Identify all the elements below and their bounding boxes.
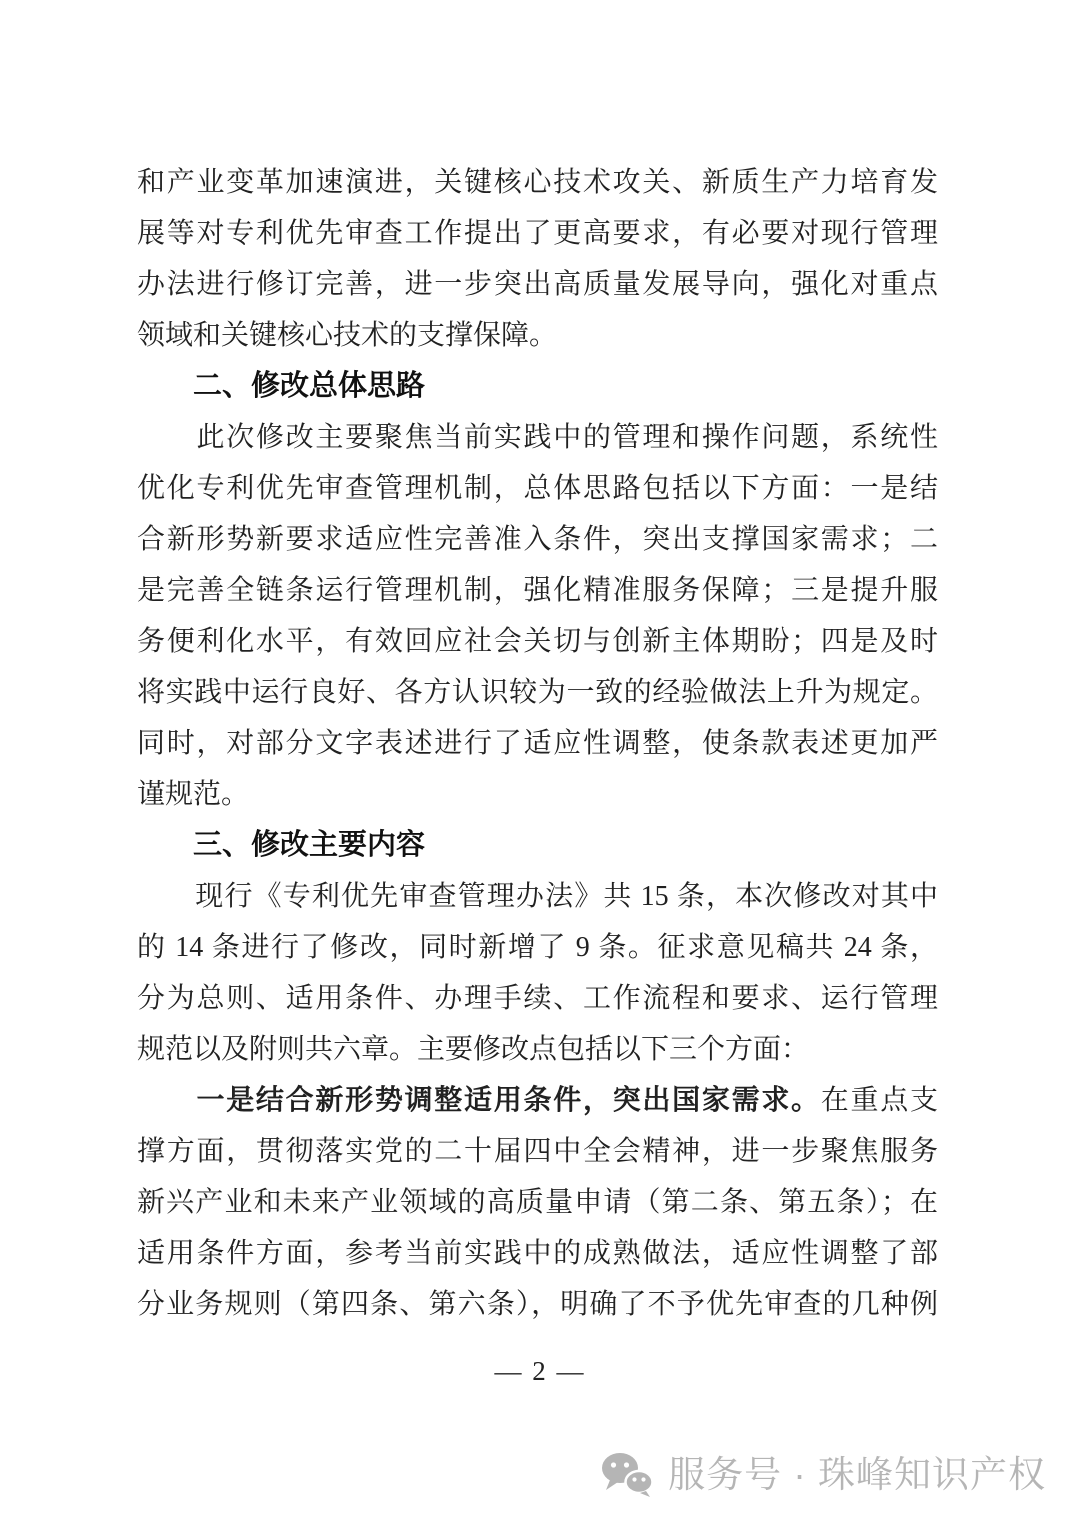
text-line: 合新形势新要求适应性完善准入条件，突出支撑国家需求；二 [137,524,938,555]
watermark-text: 服务号 · 珠峰知识产权 [668,1454,1046,1495]
text-line: 同时，对部分文字表述进行了适应性调整，使条款表述更加严 [137,728,938,759]
text-line: 和产业变革加速演进，关键核心技术攻关、新质生产力培育发 [137,167,938,198]
section-heading: 三、修改主要内容 [193,829,426,861]
text-line: 分为总则、适用条件、办理手续、工作流程和要求、运行管理 [137,983,938,1014]
text-line: 优化专利优先审查管理机制，总体思路包括以下方面：一是结 [137,473,938,504]
watermark [600,1450,1046,1500]
text-segment [137,1085,196,1116]
text-segment: 在重点支 [820,1085,938,1116]
text-line: 展等对专利优先审查工作提出了更高要求，有必要对现行管理 [137,218,938,249]
emphasis-text: 一是结合新形势调整适用条件，突出国家需求。 [196,1085,821,1116]
text-line: 撑方面，贯彻落实党的二十届四中全会精神，进一步聚焦服务 [137,1136,938,1167]
text-line: 将实践中运行良好、各方认识较为一致的经验做法上升为规定。 [137,677,938,708]
text-line: 现行《专利优先审查管理办法》共 15 条，本次修改对其中 [137,881,938,912]
document-body [137,157,938,1330]
text-line: 领域和关键核心技术的支撑保障。 [137,320,558,351]
wechat-icon [600,1452,654,1498]
text-line: 规范以及附则共六章。主要修改点包括以下三个方面： [137,1034,810,1065]
text-line: 是完善全链条运行管理机制，强化精准服务保障；三是提升服 [137,575,938,606]
text-line: 的 14 条进行了修改，同时新增了 9 条。征求意见稿共 24 条， [137,932,938,963]
page-number: — 2 — [494,1356,586,1386]
text-line: 务便利化水平，有效回应社会关切与创新主体期盼；四是及时 [137,626,938,657]
section-heading: 二、修改总体思路 [193,370,426,402]
text-line: 办法进行修订完善，进一步突出高质量发展导向，强化对重点 [137,269,938,300]
text-line: 此次修改主要聚焦当前实践中的管理和操作问题，系统性 [137,422,938,453]
text-line: 分业务规则（第四条、第六条），明确了不予优先审查的几种例 [137,1289,938,1320]
text-line: 新兴产业和未来产业领域的高质量申请（第二条、第五条）；在 [137,1187,938,1218]
text-line: 谨规范。 [137,779,250,810]
text-line: 适用条件方面，参考当前实践中的成熟做法，适应性调整了部 [137,1238,938,1269]
text-line [137,1075,938,1126]
